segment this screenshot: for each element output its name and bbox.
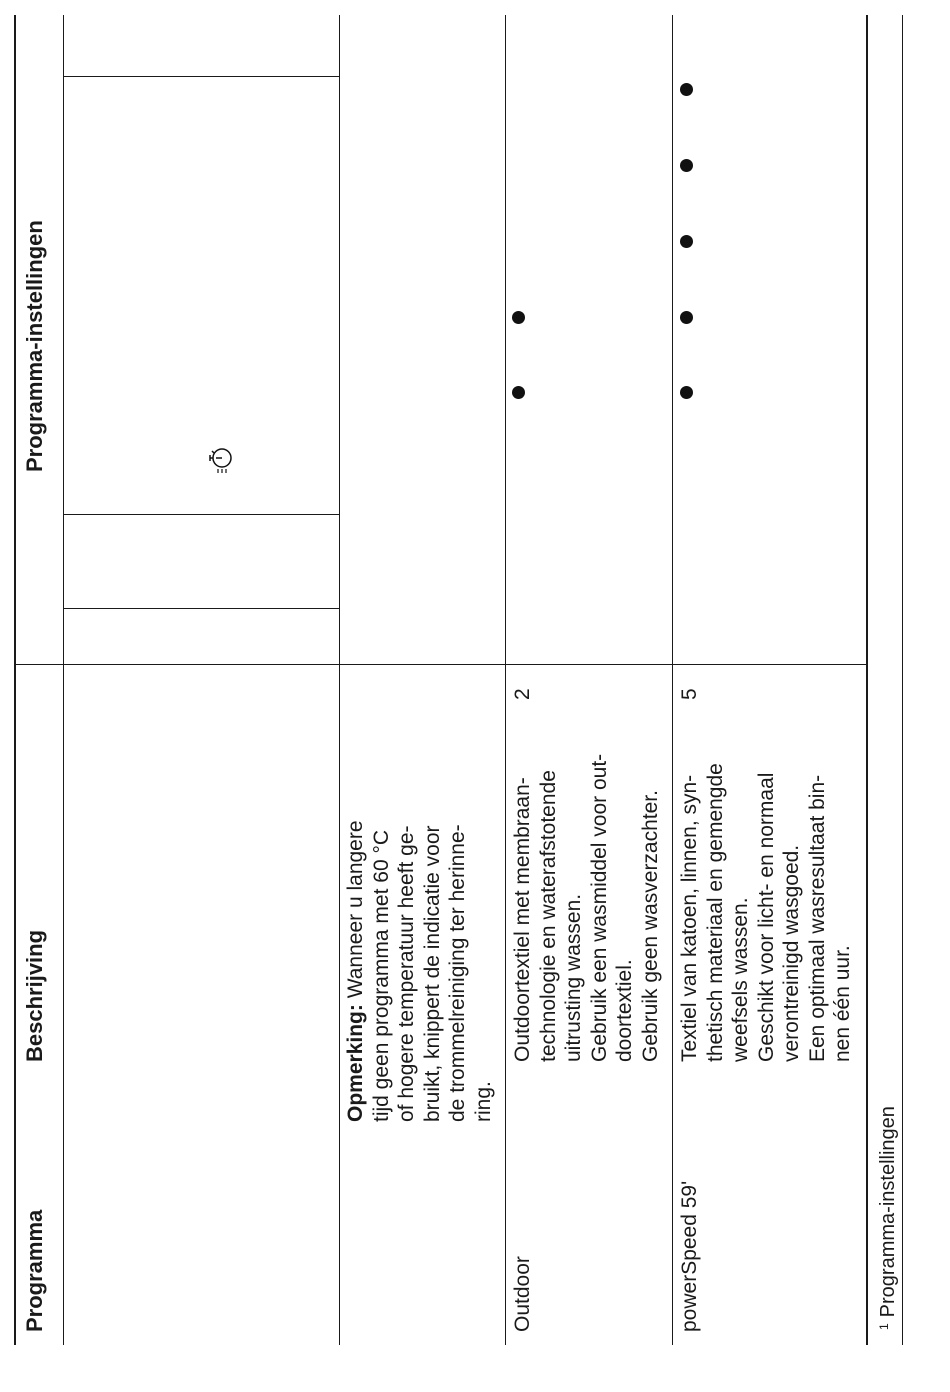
row2-dot-1 bbox=[512, 386, 525, 399]
row2-dot-2 bbox=[512, 311, 525, 324]
settings-subcol-rule-3 bbox=[63, 76, 339, 77]
row3-number: 5 bbox=[678, 688, 701, 700]
settings-subcol-rule-1 bbox=[63, 608, 339, 609]
row1-note-body: tijd geen programma met 60 °C of hogere temperatuur heeft ge- bruikt, knippert de indicatie voor de trommelreiniging ter herinne- ring. bbox=[369, 824, 495, 1122]
row3-dot-4 bbox=[680, 159, 693, 172]
header-programma-instellingen: Programma-instellingen bbox=[22, 220, 47, 472]
row3-description: Textiel van katoen, linnen, syn- thetisch materiaal en gemengde weefsels wassen. Geschikt voor licht- en normaal verontreinigd wasgoed. Een optimaal wasresultaat bin- nen één uur. bbox=[678, 763, 854, 1062]
row3-dot-5 bbox=[680, 83, 693, 96]
row1-note-lead: Wanneer u langere bbox=[344, 820, 367, 1005]
header-rule-left bbox=[63, 665, 64, 1345]
footnote bbox=[872, 1106, 900, 1330]
header-rule-right bbox=[63, 15, 64, 665]
table-bottom-rule bbox=[866, 15, 868, 1345]
page-bottom-rule bbox=[902, 15, 903, 1345]
row3-programma: powerSpeed 59' bbox=[678, 1180, 701, 1332]
row2-number: 2 bbox=[511, 688, 534, 700]
timer-icon bbox=[205, 444, 240, 474]
row2-description: Outdoortextiel met membraan- technologie en waterafstotende uitrusting wassen. Gebruik een wasmiddel voor out- doortextiel. Gebruik geen wasverzachter. bbox=[511, 753, 662, 1062]
settings-subcol-rule-2 bbox=[63, 514, 339, 515]
footnote-text: Programma-instellingen bbox=[877, 1106, 899, 1318]
header-beschrijving: Beschrijving bbox=[22, 929, 47, 1062]
row3-dot-3 bbox=[680, 235, 693, 248]
row-rule-2 bbox=[505, 15, 506, 1345]
header-programma: Programma bbox=[22, 1209, 47, 1332]
footnote-marker: 1 bbox=[877, 1323, 891, 1330]
row3-dot-1 bbox=[680, 386, 693, 399]
desc-settings-divider bbox=[14, 664, 866, 665]
row-rule-1 bbox=[339, 15, 340, 1345]
row2-programma: Outdoor bbox=[511, 1256, 534, 1332]
table-top-rule bbox=[14, 15, 16, 1345]
row3-dot-2 bbox=[680, 311, 693, 324]
row-rule-3 bbox=[672, 15, 673, 1345]
row1-description bbox=[343, 682, 496, 1122]
row1-note-label: Opmerking: bbox=[344, 1004, 367, 1122]
